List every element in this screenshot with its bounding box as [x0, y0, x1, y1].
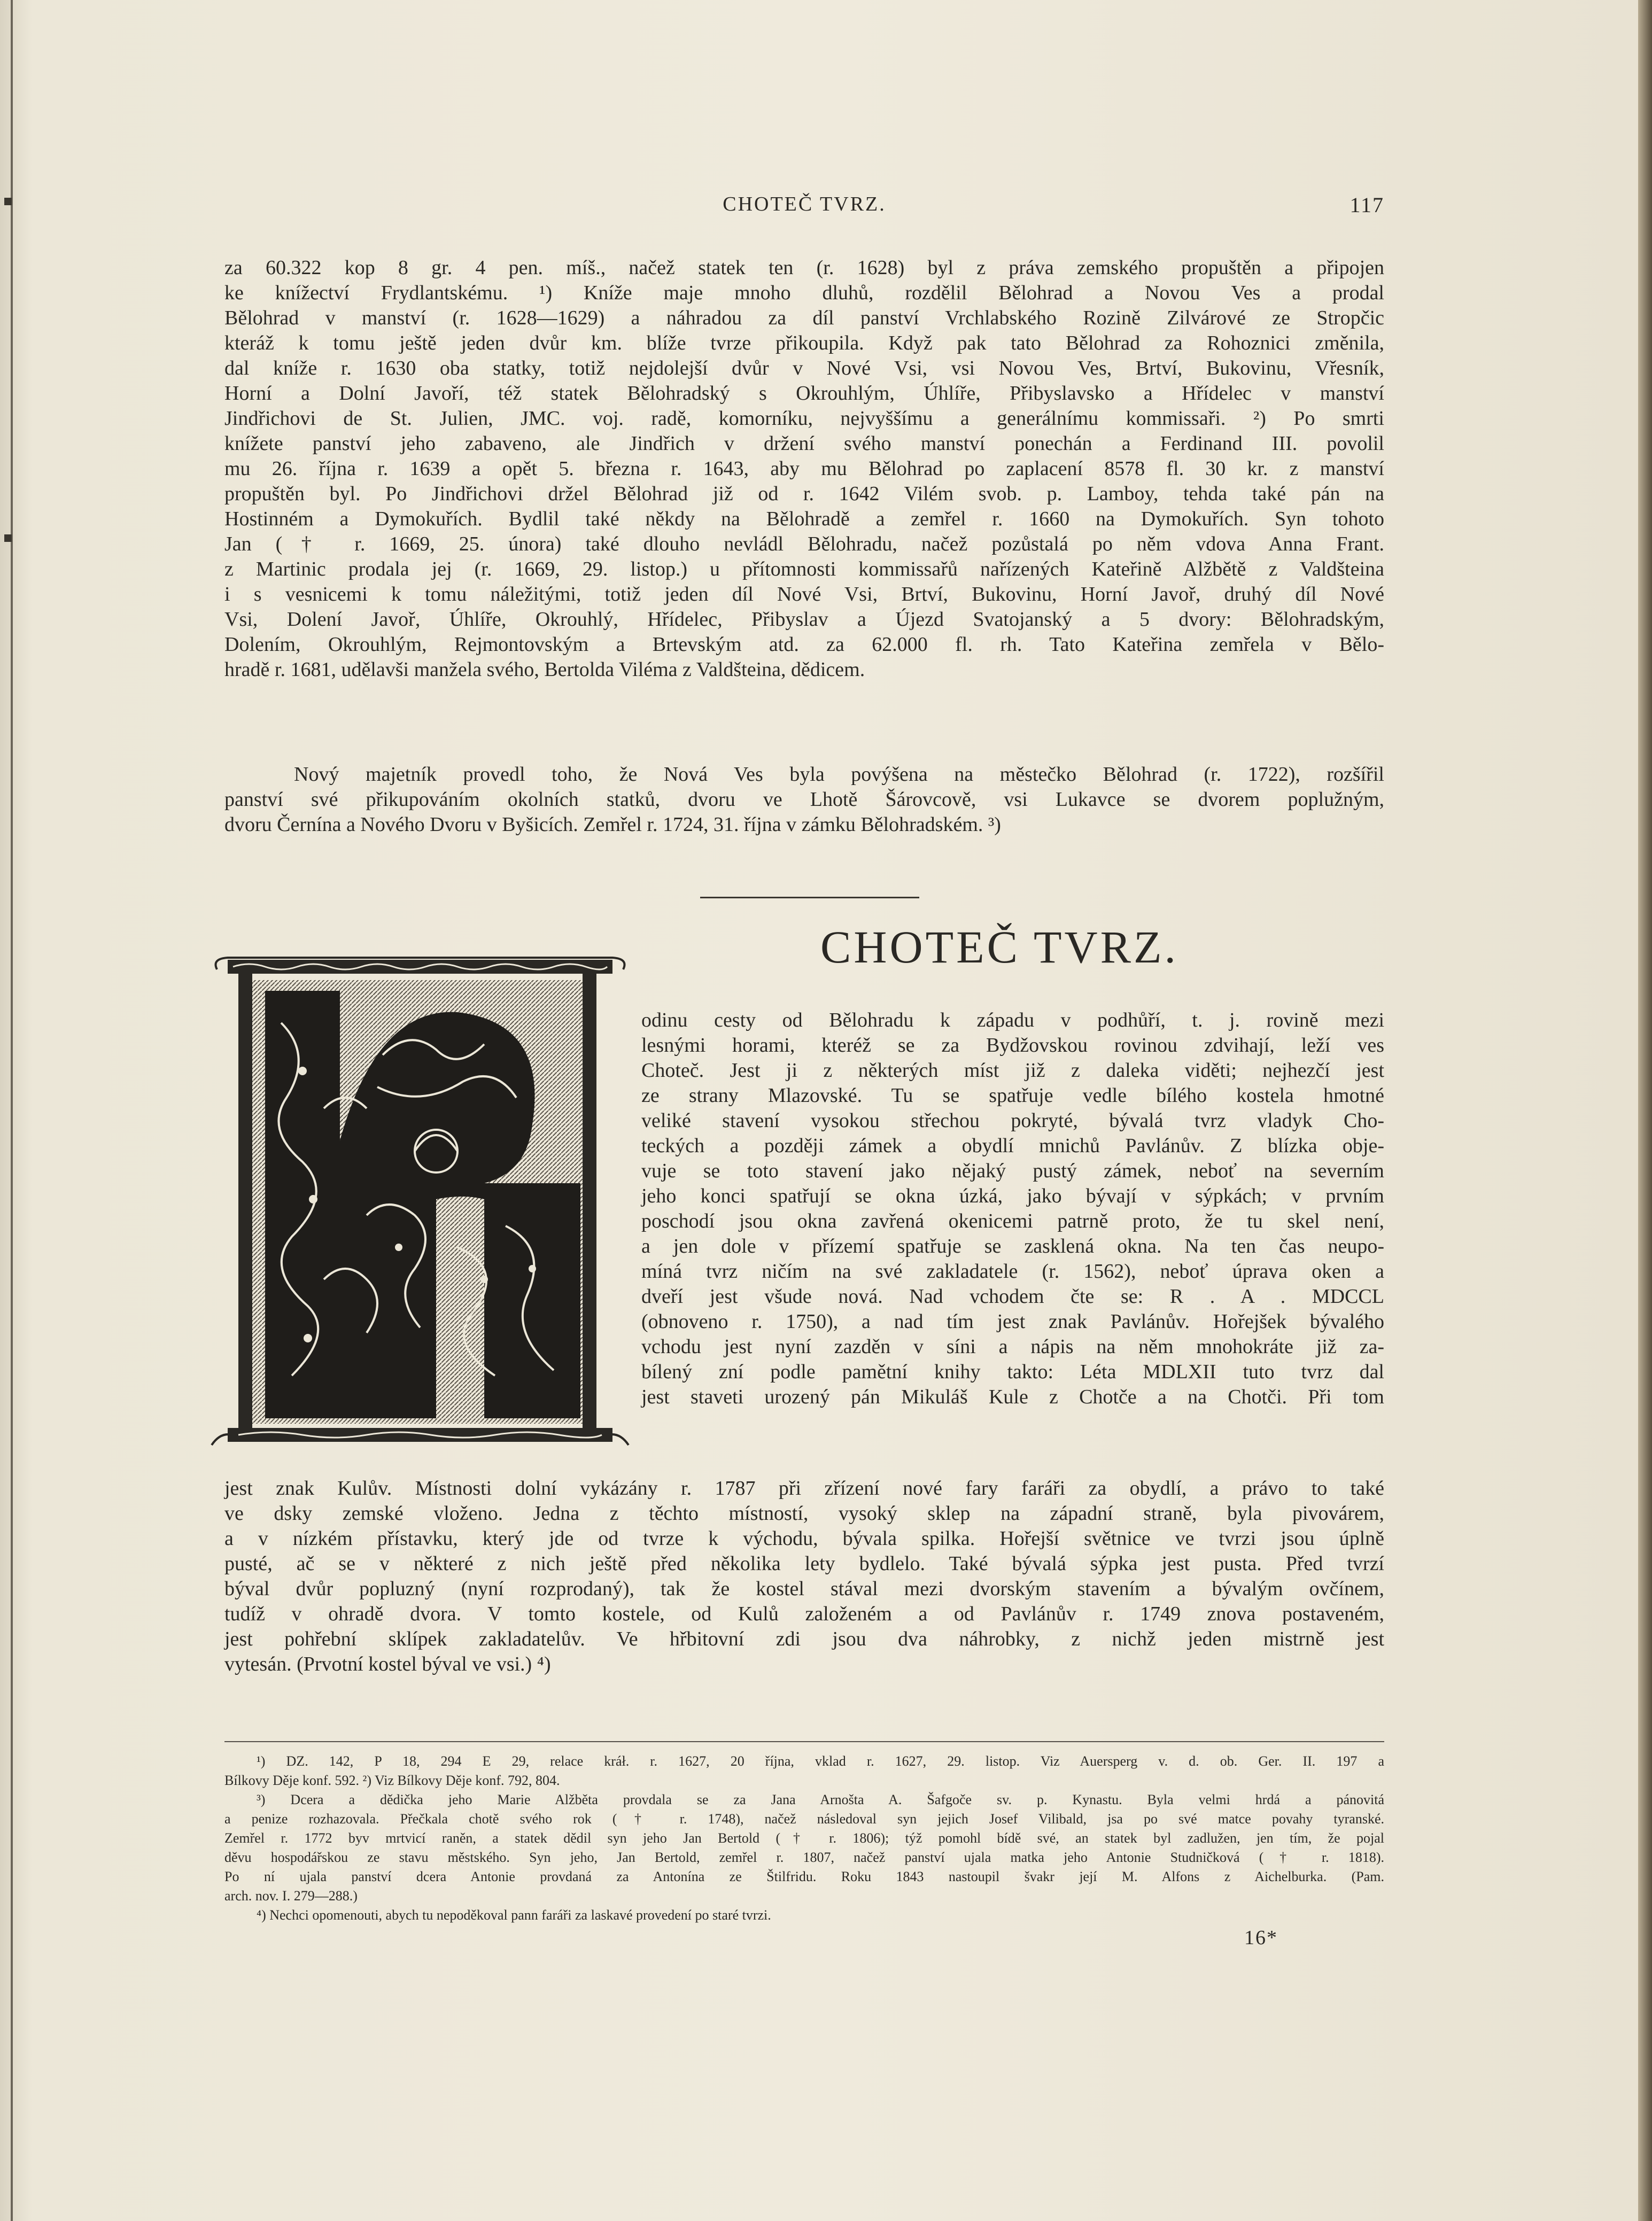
text-line: veliké stavení vysokou střechou pokryté, bývalá tvrz vladyk Cho-: [641, 1109, 1384, 1132]
text-line: Hostinném a Dymokuřích. Bydlil také někdy na Bělohradě a zemřel r. 1660 na Dymokuřích. Syn tohoto: [224, 508, 1384, 530]
footnote-line: Bílkovy Děje konf. 592. ²) Viz Bílkovy Děje konf. 792, 804.: [224, 1773, 560, 1788]
text-line: ze strany Mlazovské. Tu se spatřuje vedle bílého kostela hmotné: [641, 1084, 1384, 1107]
text-line: ve dsky zemské vloženo. Jedna z těchto místností, vysoký sklep na západní straně, byla pivovárem,: [224, 1502, 1384, 1525]
text-line: odinu cesty od Bělohradu k západu v podhůří, t. j. rovině mezi: [641, 1009, 1384, 1031]
gutter-line: [11, 0, 13, 2221]
text-line: teckých a později zámek a obydlí mnichů Pavlánův. Z blízka obje-: [641, 1135, 1384, 1157]
footnote-divider: [224, 1741, 1384, 1742]
decorated-initial-letter: [206, 948, 634, 1461]
text-line: mu 26. října r. 1639 a opět 5. března r. 1643, aby mu Bělohrad po zaplacení 8578 fl. 30 kr. z manství: [224, 457, 1384, 480]
ornamental-initial-k-icon: [206, 948, 634, 1461]
footnote-line: ³) Dcera a dědička jeho Marie Alžběta provdala se za Jana Arnošta A. Šafgoče sv. p. Kynastu. Byla velmi hrdá a pánovitá: [257, 1792, 1384, 1807]
footnote-line: ¹) DZ. 142, P 18, 294 E 29, relace kráł. r. 1627, 20 října, vklad r. 1627, 29. listop. Viz Auersperg v. d. ob. Ger. II. 197 a: [257, 1753, 1384, 1769]
text-line: Choteč. Jest ji z některých míst již z daleka viděti; nejhezčí jest: [641, 1059, 1384, 1082]
text-line: býval dvůr popluzný (nyní rozprodaný), tak že kostel stával mezi dvorským stavením a bývalým ovčínem,: [224, 1578, 1384, 1600]
text-line: kteráž k tomu ještě jeden dvůr km. blíže tvrze přikoupila. Když pak tato Bělohrad za Rohoznici změnila,: [224, 332, 1384, 354]
text-line: propuštěn byl. Po Jindřichovi držel Bělohrad již od r. 1642 Vilém svob. p. Lamboy, tehda také pán na: [224, 483, 1384, 505]
paragraph-4: [224, 1476, 1384, 1677]
footnote-line: arch. nov. I. 279—288.): [224, 1888, 358, 1904]
text-line: a v nízkém přístavku, který jde od tvrze k východu, bývala spilka. Hořejší světnice ve tvrzi jsou úplně: [224, 1527, 1384, 1550]
text-line: z Martinic prodala jej (r. 1669, 29. listop.) u přítomnosti kommissařů nařízených Kateřině Alžbětě z Valdšteina: [224, 558, 1384, 580]
page-number: 117: [1349, 193, 1384, 217]
text-line: Dolením, Okrouhlým, Rejmontovským a Brtevským atd. za 62.000 fl. rh. Tato Kateřina zemřela v Bělo-: [224, 633, 1384, 656]
section-divider: [700, 897, 919, 898]
text-line: a jen dole v přízemí spatřuje se zasklená okna. Na ten čas neupo-: [641, 1235, 1384, 1257]
text-line: jest pohřební sklípek zakladatelův. Ve hřbitovní zdi jsou dva náhrobky, z nichž jeden mistrně jest: [224, 1628, 1384, 1650]
text-line: bílený zní podle pamětní knihy takto: Léta MDLXII tuto tvrz dal: [641, 1361, 1384, 1383]
running-head: [224, 192, 1384, 224]
text-line: poschodí jsou okna zavřená okenicemi patrně proto, že tu skel není,: [641, 1210, 1384, 1232]
text-line: pusté, ač se v některé z nich ještě před několika lety bydlelo. Také bývalá sýpka jest pusta. Před tvrzí: [224, 1552, 1384, 1575]
gutter-mark: [4, 198, 12, 205]
footnote-line: děvu hospodářskou ze stavu městského. Syn jeho, Jan Bertold, zemřel r. 1807, načež panství ujala matka jeho Antonie Studničková († r. 1818).: [224, 1850, 1384, 1865]
paragraph-1: [224, 255, 1384, 682]
text-line: jeho konci spatřují se okna úzká, jako bývají v sýpkách; v prvním: [641, 1185, 1384, 1207]
text-line: hradě r. 1681, udělavši manžela svého, Bertolda Viléma z Valdšteina, dědicem.: [224, 658, 865, 681]
text-line: dvoru Černína a Nového Dvoru v Byšicích. Zemřel r. 1724, 31. října v zámku Bělohradském. ³): [224, 813, 1001, 836]
footnote-line: Po ní ujala panství dcera Antonie provdaná za Antonína ze Štilfridu. Roku 1843 nastoupil švakr její M. Alfons z Aichelburka. (Pam.: [224, 1869, 1384, 1884]
text-line: ke knížectví Frydlantskému. ¹) Kníže maje mnoho dluhů, rozdělil Bělohrad a Novou Ves a prodal: [224, 282, 1384, 304]
footnotes: [224, 1752, 1384, 1925]
text-line: tudíž v ohradě dvora. V tomto kostele, od Kulů založeném a od Pavlánův r. 1749 znova postaveném,: [224, 1603, 1384, 1625]
text-line: vuje se toto stavení jako nějaký pustý zámek, neboť na severním: [641, 1160, 1384, 1182]
text-line: (obnoveno r. 1750), a nad tím jest znak Pavlánův. Hořejšek bývalého: [641, 1310, 1384, 1333]
text-line: vytesán. (Prvotní kostel býval ve vsi.) ⁴): [224, 1653, 551, 1675]
gutter-mark: [4, 534, 12, 542]
text-line: jest znak Kulův. Místnosti dolní vykázány r. 1787 při zřízení nové fary faráři za obydlí, a právo to také: [224, 1477, 1384, 1500]
section-title: CHOTEČ TVRZ.: [820, 921, 1178, 973]
footnote-line: Zemřel r. 1772 byv mrtvicí raněn, a statek dědil syn jeho Jan Bertold († r. 1806); týž pomohl bídě své, an statek byl zadlužen, jen tím, že pojal: [224, 1830, 1384, 1846]
text-line: jest staveti urozený pán Mikuláš Kule z Chotče a na Chotči. Při tom: [641, 1386, 1384, 1408]
paragraph-3: [641, 1008, 1384, 1410]
printer-signature-mark: 16*: [1244, 1927, 1278, 1949]
running-title: CHOTEČ TVRZ.: [723, 193, 886, 215]
text-line: Horní a Dolní Javoří, též statek Bělohradský s Okrouhlým, Úhlíře, Přibyslavsko a Hřídelec v manství: [224, 382, 1384, 405]
text-line: Nový majetník provedl toho, že Nová Ves byla povýšena na městečko Bělohrad (r. 1722), rozšířil: [294, 763, 1384, 786]
footnote-line: ⁴) Nechci opomenouti, abych tu nepoděkoval pann faráři za laskavé provedení po staré tvrzi.: [257, 1907, 771, 1923]
text-line: za 60.322 kop 8 gr. 4 pen. míš., načež statek ten (r. 1628) byl z práva zemského propuštěn a připojen: [224, 257, 1384, 279]
text-line: dveří jest všude nová. Nad vchodem čte se: R . A . MDCCL: [641, 1285, 1384, 1308]
text-line: panství své přikupováním okolních statků, dvoru ve Lhotě Šárovcově, vsi Lukavce se dvorem poplužným,: [224, 788, 1384, 811]
text-line: vchodu jest nyní zazděn v síni a nápis na něm mnohokráte již za-: [641, 1335, 1384, 1358]
text-line: Bělohrad v manství (r. 1628—1629) a náhradou za díl panství Vrchlabského Rozině Zilvárové ze Stropčic: [224, 307, 1384, 329]
text-line: knížete panství jeho zabaveno, ale Jindřich v držení svého manství ponechán a Ferdinand III. povolil: [224, 432, 1384, 455]
text-line: Jan († r. 1669, 25. února) také dlouho nevládl Bělohradu, načež pozůstalá po něm vdova Anna Frant.: [224, 533, 1384, 555]
paragraph-2: [224, 762, 1384, 837]
text-line: dal kníže r. 1630 oba statky, totiž nejdolejší dvůr v Nové Vsi, vsi Novou Ves, Brtví, Bukovinu, Vřesník,: [224, 357, 1384, 379]
footnote-line: a penize rozhazovala. Přečkala chotě svého rok († r. 1748), načež následoval syn jejich Josef Vilibald, jsa po své matce povahy tyranské.: [224, 1811, 1384, 1827]
text-line: Jindřichovi de St. Julien, JMC. voj. radě, komorníku, nejvyššímu a generálnímu kommissaři. ²) Po smrti: [224, 407, 1384, 430]
text-line: míná tvrz ničím na své zakladatele (r. 1562), neboť úprava oken a: [641, 1260, 1384, 1283]
text-line: lesnými horami, kteréž se za Bydžovskou rovinou zdvihají, leží ves: [641, 1034, 1384, 1057]
text-line: Vsi, Dolení Javoř, Úhlíře, Okrouhlý, Hřídelec, Přibyslav a Újezd Svatojanský a 5 dvory: Bělohradským,: [224, 608, 1384, 631]
text-line: i s vesnicemi k tomu náležitými, totiž jeden díl Nové Vsi, Brtví, Bukovinu, Horní Javoř, druhý díl Nové: [224, 583, 1384, 605]
binding-edge: [1638, 0, 1652, 2221]
